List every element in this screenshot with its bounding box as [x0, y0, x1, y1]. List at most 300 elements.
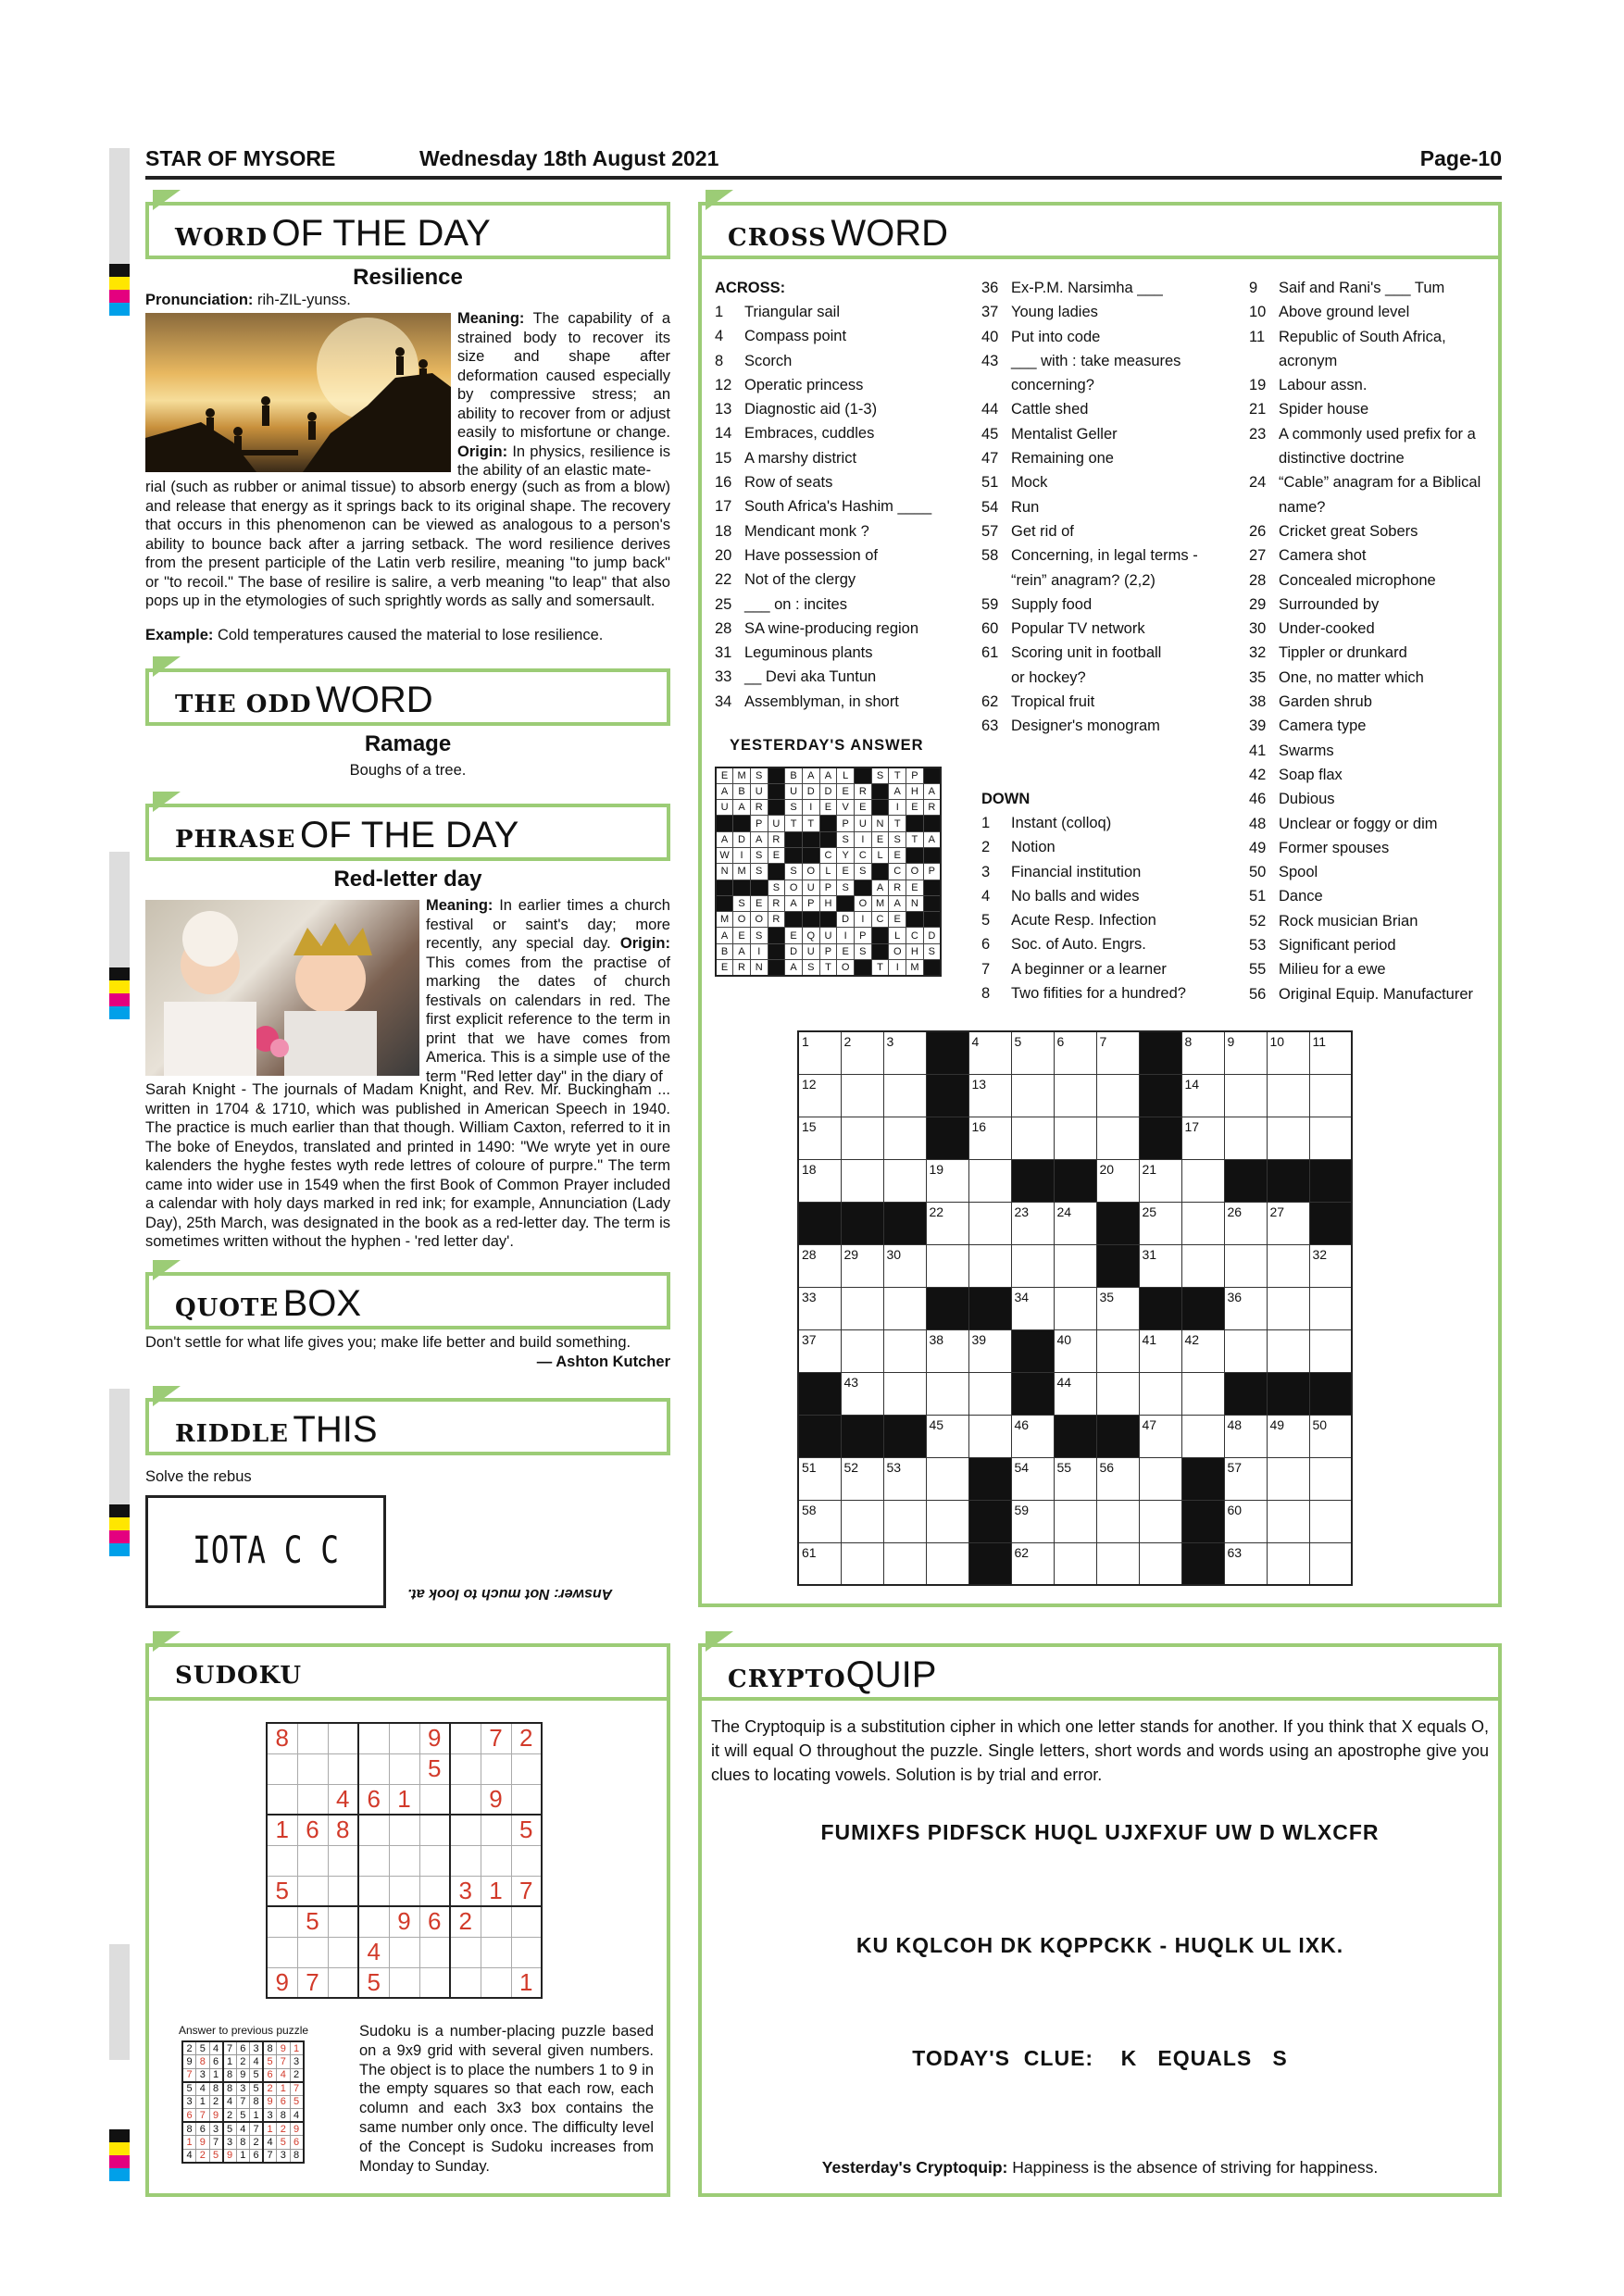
clue-number: 57 — [981, 522, 999, 540]
answer-cell: T — [889, 767, 906, 783]
answer-cell: T — [785, 816, 803, 831]
crossword-cell[interactable] — [1224, 1074, 1267, 1117]
crossword-cell[interactable]: 21 — [1139, 1159, 1181, 1202]
clue-number: 9 — [1249, 280, 1258, 296]
crossword-cell[interactable]: 30 — [883, 1244, 926, 1287]
sudoku-cell[interactable] — [419, 1967, 450, 1998]
sudoku-cell[interactable] — [511, 1753, 542, 1784]
crossword-cell[interactable] — [1267, 1074, 1309, 1117]
crossword-cell[interactable]: 14 — [1181, 1074, 1224, 1117]
clue-item — [981, 932, 1186, 956]
crossword-cell[interactable]: 29 — [841, 1244, 883, 1287]
crossword-cell[interactable]: 32 — [1309, 1244, 1352, 1287]
crossword-cell[interactable] — [1054, 1074, 1096, 1117]
previous-sudoku-cell: 4 — [209, 2041, 223, 2055]
black-cell — [798, 1372, 841, 1415]
answer-cell: A — [871, 880, 889, 895]
crossword-cell[interactable]: 27 — [1267, 1202, 1309, 1244]
crossword-cell[interactable] — [1181, 1159, 1224, 1202]
crossword-cell[interactable] — [1139, 1457, 1181, 1500]
clue-item — [1249, 422, 1480, 446]
crossword-cell[interactable] — [1309, 1287, 1352, 1329]
answer-cell: H — [819, 895, 837, 911]
crossword-cell[interactable]: 34 — [1011, 1287, 1054, 1329]
crossword-cell[interactable] — [1096, 1329, 1139, 1372]
answer-cell — [785, 831, 803, 847]
crossword-cell[interactable] — [1011, 1117, 1054, 1159]
crossword-cell[interactable] — [1267, 1457, 1309, 1500]
clue-number: 18 — [715, 522, 732, 540]
sudoku-cell[interactable] — [511, 1906, 542, 1937]
crossword-cell[interactable]: 7 — [1096, 1031, 1139, 1074]
crossword-cell[interactable]: 54 — [1011, 1457, 1054, 1500]
crossword-cell[interactable]: 51 — [798, 1457, 841, 1500]
answer-cell — [716, 895, 733, 911]
answer-cell: P — [906, 767, 924, 783]
crossword-cell[interactable] — [968, 1202, 1011, 1244]
sudoku-cell[interactable] — [297, 1876, 328, 1906]
crossword-cell[interactable] — [841, 1159, 883, 1202]
crossword-cell[interactable] — [883, 1074, 926, 1117]
crossword-cell[interactable]: 42 — [1181, 1329, 1224, 1372]
clue-item — [981, 519, 1198, 543]
crossword-cell[interactable]: 31 — [1139, 1244, 1181, 1287]
crossword-cell[interactable]: 19 — [926, 1159, 968, 1202]
crossword-cell[interactable]: 26 — [1224, 1202, 1267, 1244]
previous-sudoku-cell: 2 — [290, 2068, 304, 2082]
crossword-cell[interactable] — [1096, 1117, 1139, 1159]
answer-cell — [923, 895, 941, 911]
crossword-cell[interactable]: 59 — [1011, 1500, 1054, 1542]
crossword-cell[interactable] — [1139, 1500, 1181, 1542]
page-header — [145, 141, 1502, 180]
crossword-cell[interactable]: 38 — [926, 1329, 968, 1372]
sudoku-cell[interactable] — [358, 1753, 389, 1784]
crossword-cell[interactable] — [968, 1159, 1011, 1202]
sudoku-cell[interactable] — [511, 1845, 542, 1876]
crossword-cell[interactable] — [1267, 1329, 1309, 1372]
crossword-cell[interactable] — [1309, 1457, 1352, 1500]
crossword-cell[interactable]: 58 — [798, 1500, 841, 1542]
crossword-cell[interactable] — [883, 1329, 926, 1372]
crossword-cell[interactable] — [883, 1287, 926, 1329]
crossword-cell[interactable] — [968, 1372, 1011, 1415]
crossword-cell[interactable]: 9 — [1224, 1031, 1267, 1074]
meaning-label: Meaning: — [457, 310, 525, 327]
answer-cell: R — [923, 800, 941, 816]
crossword-cell[interactable]: 12 — [798, 1074, 841, 1117]
sudoku-cell[interactable] — [389, 1845, 419, 1876]
answer-cell: S — [889, 831, 906, 847]
sudoku-cell[interactable] — [297, 1937, 328, 1967]
black-cell — [1267, 1372, 1309, 1415]
yesterday-answer-label: YESTERDAY'S ANSWER — [730, 737, 924, 754]
crossword-cell[interactable] — [1054, 1500, 1096, 1542]
crossword-cell[interactable]: 37 — [798, 1329, 841, 1372]
crossword-cell[interactable]: 40 — [1054, 1329, 1096, 1372]
sudoku-cell[interactable] — [358, 1906, 389, 1937]
sudoku-cell[interactable] — [297, 1723, 328, 1753]
crossword-cell[interactable] — [1139, 1372, 1181, 1415]
clue-number: 36 — [981, 280, 999, 296]
crossword-cell[interactable] — [1267, 1244, 1309, 1287]
crossword-cell[interactable] — [1096, 1542, 1139, 1585]
sudoku-cell[interactable] — [267, 1937, 297, 1967]
sudoku-cell[interactable] — [267, 1753, 297, 1784]
crossword-cell[interactable]: 47 — [1139, 1415, 1181, 1457]
crossword-cell[interactable] — [1224, 1117, 1267, 1159]
previous-sudoku-cell: 1 — [209, 2068, 223, 2082]
crossword-cell[interactable]: 62 — [1011, 1542, 1054, 1585]
sudoku-cell: 7 — [297, 1967, 328, 1998]
clue-item — [715, 543, 931, 568]
crossword-cell[interactable]: 61 — [798, 1542, 841, 1585]
previous-sudoku-cell: 2 — [277, 2122, 291, 2136]
clue-number: 60 — [981, 620, 999, 638]
sudoku-cell: 6 — [358, 1784, 389, 1815]
sudoku-cell: 9 — [267, 1967, 297, 1998]
clue-item — [981, 325, 1198, 349]
black-cell — [968, 1457, 1011, 1500]
crossword-cell[interactable] — [883, 1372, 926, 1415]
crossword-cell[interactable] — [1267, 1287, 1309, 1329]
sudoku-cell: 1 — [389, 1784, 419, 1815]
cryptoquip-intro: The Cryptoquip is a substitution cipher in which one letter stands for another. If you think that X equals O, it will equal O throughout the puzzle. Single letters, short words and words using an apostrophe give you clues to locating vowels. Solution is by trial and error. — [711, 1717, 1489, 1784]
crossword-cell[interactable] — [841, 1117, 883, 1159]
sudoku-cell[interactable] — [328, 1753, 358, 1784]
clue-item — [1249, 349, 1480, 373]
sudoku-cell[interactable] — [419, 1815, 450, 1845]
clue-text: Labour assn. — [1279, 377, 1368, 394]
clue-text: Scorch — [744, 352, 793, 369]
previous-sudoku-cell: 3 — [196, 2068, 210, 2082]
origin-label: Origin: — [619, 935, 670, 952]
crossword-cell[interactable]: 43 — [841, 1372, 883, 1415]
clue-number: 2 — [981, 839, 991, 856]
crossword-cell[interactable]: 53 — [883, 1457, 926, 1500]
crossword-cell[interactable]: 55 — [1054, 1457, 1096, 1500]
sudoku-cell[interactable] — [450, 1937, 481, 1967]
crossword-cell[interactable]: 41 — [1139, 1329, 1181, 1372]
clue-item — [981, 981, 1186, 1005]
sudoku-cell[interactable] — [389, 1723, 419, 1753]
crossword-cell[interactable] — [926, 1542, 968, 1585]
sudoku-title — [145, 1643, 670, 1701]
section-tab-icon — [153, 656, 181, 681]
crossword-cell[interactable] — [926, 1457, 968, 1500]
previous-sudoku-cell: 3 — [182, 2095, 196, 2109]
previous-sudoku-cell: 5 — [290, 2095, 304, 2109]
crossword-cell[interactable]: 1 — [798, 1031, 841, 1074]
answer-cell: T — [802, 816, 819, 831]
sudoku-cell[interactable] — [481, 1937, 511, 1967]
sudoku-cell[interactable] — [389, 1967, 419, 1998]
crossword-cell[interactable] — [926, 1500, 968, 1542]
crossword-cell[interactable] — [1267, 1117, 1309, 1159]
answer-cell — [768, 767, 785, 783]
answer-cell — [785, 847, 803, 863]
title-big: OF THE DAY — [299, 815, 519, 855]
answer-cell: M — [733, 767, 751, 783]
sudoku-cell[interactable] — [389, 1815, 419, 1845]
sudoku-cell[interactable] — [267, 1784, 297, 1815]
crossword-cell[interactable] — [1181, 1415, 1224, 1457]
crossword-cell[interactable] — [1309, 1329, 1352, 1372]
crossword-cell[interactable] — [926, 1372, 968, 1415]
crossword-cell[interactable]: 10 — [1267, 1031, 1309, 1074]
answer-cell: D — [802, 783, 819, 799]
clue-item — [1249, 519, 1480, 543]
sudoku-cell[interactable] — [328, 1937, 358, 1967]
crossword-cell[interactable]: 16 — [968, 1117, 1011, 1159]
answer-cell: T — [889, 816, 906, 831]
crossword-cell[interactable] — [1267, 1500, 1309, 1542]
clue-text: SA wine-producing region — [744, 619, 919, 637]
crossword-cell[interactable] — [883, 1117, 926, 1159]
crossword-cell[interactable]: 11 — [1309, 1031, 1352, 1074]
crossword-cell[interactable]: 48 — [1224, 1415, 1267, 1457]
clue-text: Spool — [1279, 864, 1318, 881]
clue-number: 11 — [1249, 328, 1266, 345]
sudoku-cell[interactable] — [297, 1784, 328, 1815]
crossword-cell[interactable]: 49 — [1267, 1415, 1309, 1457]
crossword-cell[interactable] — [841, 1329, 883, 1372]
sudoku-cell: 8 — [267, 1723, 297, 1753]
sudoku-cell[interactable] — [419, 1937, 450, 1967]
crossword-cell[interactable] — [1096, 1500, 1139, 1542]
answer-cell: E — [837, 783, 855, 799]
crossword-cell[interactable]: 4 — [968, 1031, 1011, 1074]
sudoku-cell[interactable] — [419, 1876, 450, 1906]
answer-cell: A — [733, 800, 751, 816]
sudoku-cell[interactable] — [358, 1815, 389, 1845]
crossword-cell[interactable] — [1181, 1244, 1224, 1287]
crossword-cell[interactable]: 13 — [968, 1074, 1011, 1117]
answer-cell: L — [819, 864, 837, 880]
sudoku-cell[interactable] — [358, 1723, 389, 1753]
crossword-cell[interactable]: 15 — [798, 1117, 841, 1159]
answer-cell: C — [906, 928, 924, 943]
crossword-cell[interactable]: 20 — [1096, 1159, 1139, 1202]
cryptoquip-line-2: KU KQLCOH DK KQPPCKK - HUQLK UL IXK. — [856, 1933, 1344, 1957]
crossword-cell[interactable] — [1224, 1329, 1267, 1372]
sudoku-cell[interactable] — [511, 1784, 542, 1815]
crossword-cell[interactable]: 5 — [1011, 1031, 1054, 1074]
answer-cell: D — [733, 831, 751, 847]
sudoku-cell[interactable] — [358, 1845, 389, 1876]
sudoku-cell: 9 — [389, 1906, 419, 1937]
crossword-cell[interactable]: 63 — [1224, 1542, 1267, 1585]
title-big: WORD — [831, 213, 949, 254]
crossword-cell[interactable] — [1181, 1202, 1224, 1244]
crossword-cell[interactable]: 56 — [1096, 1457, 1139, 1500]
crossword-cell[interactable]: 18 — [798, 1159, 841, 1202]
previous-sudoku-cell: 6 — [236, 2041, 250, 2055]
crossword-cell[interactable] — [883, 1500, 926, 1542]
clue-text: ___ on : incites — [744, 595, 847, 613]
previous-sudoku-cell: 1 — [250, 2109, 264, 2123]
clue-item — [981, 397, 1198, 421]
crossword-cell[interactable]: 39 — [968, 1329, 1011, 1372]
crossword-cell[interactable] — [1309, 1074, 1352, 1117]
sudoku-cell[interactable] — [328, 1906, 358, 1937]
down-clues-col1 — [981, 811, 1186, 1005]
sudoku-cell[interactable] — [419, 1784, 450, 1815]
previous-sudoku-cell: 2 — [223, 2109, 237, 2123]
crossword-cell[interactable] — [841, 1542, 883, 1585]
crossword-cell[interactable]: 60 — [1224, 1500, 1267, 1542]
clue-number: 52 — [1249, 912, 1267, 930]
clue-text: acronym — [1279, 352, 1338, 369]
crossword-cell[interactable]: 36 — [1224, 1287, 1267, 1329]
answer-cell: S — [750, 847, 768, 863]
answer-cell: U — [785, 783, 803, 799]
black-cell — [798, 1202, 841, 1244]
crossword-cell[interactable]: 46 — [1011, 1415, 1054, 1457]
sudoku-cell[interactable] — [389, 1876, 419, 1906]
sudoku-cell[interactable] — [328, 1723, 358, 1753]
clue-text: Concealed microphone — [1279, 571, 1436, 589]
sudoku-cell[interactable] — [297, 1753, 328, 1784]
crossword-cell[interactable]: 24 — [1054, 1202, 1096, 1244]
clue-item — [981, 957, 1186, 981]
crossword-cell[interactable] — [1139, 1542, 1181, 1585]
clue-number: 8 — [715, 352, 724, 369]
crossword-cell[interactable] — [1181, 1372, 1224, 1415]
sudoku-cell[interactable] — [328, 1845, 358, 1876]
word-title: Resilience — [353, 265, 463, 290]
clue-text: concerning? — [1011, 377, 1094, 394]
clue-text: __ Devi aka Tuntun — [744, 668, 877, 686]
crossword-cell[interactable]: 2 — [841, 1031, 883, 1074]
crossword-cell[interactable]: 6 — [1054, 1031, 1096, 1074]
crossword-cell[interactable]: 44 — [1054, 1372, 1096, 1415]
crossword-cell[interactable] — [841, 1074, 883, 1117]
clue-number: 17 — [715, 498, 732, 516]
previous-sudoku-cell: 7 — [263, 2149, 277, 2163]
crossword-cell[interactable]: 28 — [798, 1244, 841, 1287]
title-small: CRYPTO — [728, 1666, 846, 1693]
crossword-cell[interactable]: 22 — [926, 1202, 968, 1244]
sudoku-cell: 9 — [481, 1784, 511, 1815]
crossword-cell[interactable] — [1224, 1244, 1267, 1287]
crossword-cell[interactable] — [1309, 1117, 1352, 1159]
crossword-cell[interactable] — [1096, 1074, 1139, 1117]
crossword-cell[interactable]: 25 — [1139, 1202, 1181, 1244]
crossword-cell[interactable] — [1267, 1542, 1309, 1585]
crossword-cell[interactable] — [968, 1415, 1011, 1457]
sudoku-cell[interactable] — [450, 1784, 481, 1815]
answer-cell — [750, 880, 768, 895]
answer-cell — [802, 847, 819, 863]
clue-number: 58 — [981, 547, 999, 565]
sudoku-cell[interactable] — [450, 1967, 481, 1998]
answer-cell: O — [802, 864, 819, 880]
answer-cell — [906, 816, 924, 831]
crossword-cell[interactable] — [1054, 1244, 1096, 1287]
black-cell — [1139, 1031, 1181, 1074]
sudoku-cell[interactable] — [481, 1753, 511, 1784]
sudoku-cell[interactable] — [450, 1845, 481, 1876]
crossword-cell[interactable]: 23 — [1011, 1202, 1054, 1244]
sudoku-cell[interactable] — [481, 1906, 511, 1937]
answer-cell: U — [819, 928, 837, 943]
crossword-cell[interactable] — [1011, 1074, 1054, 1117]
crossword-cell[interactable] — [968, 1244, 1011, 1287]
sudoku-cell[interactable] — [389, 1937, 419, 1967]
sudoku-cell[interactable] — [511, 1937, 542, 1967]
clue-item — [715, 593, 931, 617]
clue-item — [1249, 373, 1480, 397]
clue-number: 35 — [1249, 668, 1267, 686]
previous-sudoku-cell: 9 — [196, 2136, 210, 2150]
sudoku-cell[interactable] — [328, 1967, 358, 1998]
crossword-cell[interactable] — [1309, 1542, 1352, 1585]
black-cell — [883, 1415, 926, 1457]
sudoku-cell[interactable] — [481, 1967, 511, 1998]
sudoku-cell[interactable] — [481, 1815, 511, 1845]
crossword-cell[interactable]: 17 — [1181, 1117, 1224, 1159]
previous-sudoku-cell: 3 — [290, 2055, 304, 2069]
sudoku-cell[interactable] — [267, 1906, 297, 1937]
sudoku-cell[interactable] — [358, 1876, 389, 1906]
answer-cell — [768, 928, 785, 943]
crossword-cell[interactable] — [1096, 1372, 1139, 1415]
crossword-cell[interactable] — [1011, 1244, 1054, 1287]
sudoku-cell[interactable] — [389, 1753, 419, 1784]
previous-sudoku-cell: 1 — [182, 2136, 196, 2150]
sudoku-cell[interactable] — [297, 1845, 328, 1876]
clue-number: 54 — [981, 498, 999, 516]
title-small: CROSS — [728, 224, 827, 252]
sudoku-cell[interactable] — [267, 1845, 297, 1876]
crossword-cell[interactable]: 35 — [1096, 1287, 1139, 1329]
clue-item — [1249, 690, 1480, 714]
crossword-cell[interactable]: 45 — [926, 1415, 968, 1457]
crossword-cell[interactable] — [926, 1244, 968, 1287]
crossword-cell[interactable] — [841, 1287, 883, 1329]
crossword-cell[interactable] — [1054, 1542, 1096, 1585]
crossword-cell[interactable]: 57 — [1224, 1457, 1267, 1500]
crossword-cell[interactable] — [1054, 1287, 1096, 1329]
sudoku-cell[interactable] — [419, 1845, 450, 1876]
crossword-cell[interactable] — [883, 1542, 926, 1585]
answer-cell: N — [871, 816, 889, 831]
black-cell — [1267, 1159, 1309, 1202]
crossword-cell[interactable] — [1309, 1500, 1352, 1542]
clue-item — [1249, 495, 1480, 519]
example-text: Cold temperatures caused the material to lose resilience. — [217, 627, 604, 643]
origin-continued: rial (such as rubber or animal tissue) to absorb energy (such as from a blow) and release that energy as it springs back to its original shape. The recovery that occurs in this phenomenon can be viewed as analogous to a person's ability to bounce back after a jarring setback. The word resilience derives from the present participle of the Latin verb resilire, meaning "to jump back" or "to recoil." The base of resilire is salire, a verb meaning "to leap" that also pops up in the etymologies of such sprightly words as sally and somersault. — [145, 479, 670, 609]
crossword-cell[interactable] — [841, 1500, 883, 1542]
sudoku-cell[interactable] — [328, 1876, 358, 1906]
answer-cell — [768, 783, 785, 799]
crossword-cell[interactable]: 33 — [798, 1287, 841, 1329]
crossword-cell[interactable]: 8 — [1181, 1031, 1224, 1074]
sudoku-cell[interactable] — [481, 1845, 511, 1876]
crossword-cell[interactable]: 3 — [883, 1031, 926, 1074]
quote-title — [145, 1272, 670, 1329]
sudoku-cell[interactable] — [450, 1723, 481, 1753]
prev-answer-label: Answer to previous puzzle — [179, 2024, 309, 2037]
previous-sudoku-cell: 9 — [209, 2109, 223, 2123]
crossword-cell[interactable] — [883, 1159, 926, 1202]
crossword-cell[interactable] — [1054, 1117, 1096, 1159]
crossword-cell[interactable]: 50 — [1309, 1415, 1352, 1457]
sudoku-cell[interactable] — [450, 1753, 481, 1784]
crossword-cell[interactable]: 52 — [841, 1457, 883, 1500]
sudoku-cell[interactable] — [450, 1815, 481, 1845]
